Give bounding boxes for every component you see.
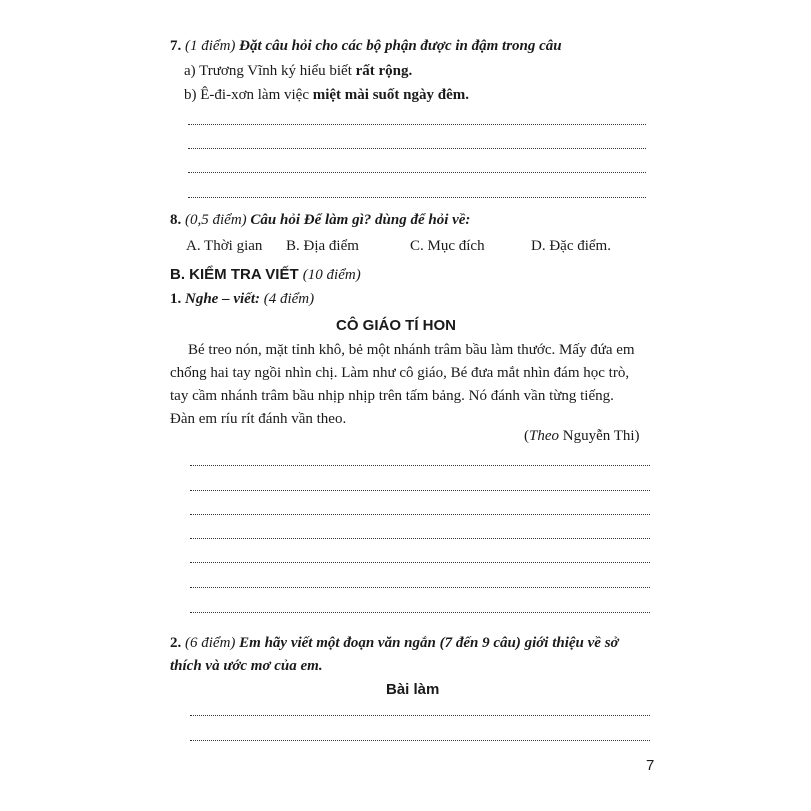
source-author: Nguyễn Thi) [559, 428, 640, 444]
answer-line[interactable] [190, 740, 650, 741]
answer-label: Bài làm [386, 681, 440, 698]
q8-number: 8. [170, 212, 182, 228]
answer-line[interactable] [188, 148, 646, 149]
answer-line[interactable] [190, 587, 650, 588]
part1-label: Nghe – viết: [185, 291, 260, 307]
part1-number: 1. [170, 291, 182, 307]
part2-heading-line2 [170, 658, 323, 675]
q7-item-b [184, 87, 469, 104]
q8-prompt: Câu hỏi Để làm gì? dùng để hỏi về: [250, 212, 471, 228]
part2-heading-line1 [170, 635, 619, 652]
q7-item-a [184, 63, 412, 80]
q7-item-b-bold: miệt mài suốt ngày đêm. [312, 87, 469, 103]
answer-line[interactable] [190, 538, 650, 539]
q8-option-b[interactable]: B. Địa điểm [286, 238, 359, 254]
part2-prompt-line1: Em hãy viết một đoạn văn ngắn (7 đến 9 câu) giới thiệu về sở [239, 635, 619, 651]
section-b-title: B. KIỂM TRA VIẾT [170, 266, 299, 283]
answer-line[interactable] [188, 197, 646, 198]
q7-heading [170, 38, 562, 55]
answer-line[interactable] [188, 172, 646, 173]
q7-item-a-text: a) Trương Vĩnh ký hiểu biết [184, 63, 356, 79]
answer-line[interactable] [188, 124, 646, 125]
part1-points: (4 điểm) [263, 291, 315, 307]
source-theo: Theo [529, 428, 559, 444]
q7-item-b-text: b) Ê-đi-xơn làm việc [184, 87, 313, 103]
part2-points: (6 điểm) [185, 635, 236, 651]
answer-line[interactable] [190, 612, 650, 613]
q8-heading [170, 212, 470, 229]
q8-points: (0,5 điểm) [185, 212, 247, 228]
section-b-points: (10 điểm) [302, 267, 361, 283]
q7-prompt: Đặt câu hỏi cho các bộ phận được in đậm trong câu [239, 38, 562, 54]
part2-prompt-line2: thích và ước mơ của em. [170, 658, 323, 674]
answer-line[interactable] [190, 465, 650, 466]
passage-source [524, 428, 640, 445]
part2-number: 2. [170, 635, 182, 651]
answer-line[interactable] [190, 562, 650, 563]
answer-line[interactable] [190, 514, 650, 515]
answer-line[interactable] [190, 490, 650, 491]
answer-line[interactable] [190, 715, 650, 716]
q7-points: (1 điểm) [185, 38, 236, 54]
section-b-heading [170, 266, 361, 284]
passage-paragraph: Bé treo nón, mặt tỉnh khô, bẻ một nhánh trâm bầu làm thước. Mấy đứa em chống hai tay ngồi nhìn chị. Làm như cô giáo, Bé đưa mắt nhìn đám học trò, tay cầm nhánh trâm bầu nhịp nhịp trên tấm bảng. Nó đánh vần từng tiếng. Đàn em ríu rít đánh vần theo. [170, 342, 635, 427]
passage-title: CÔ GIÁO TÍ HON [336, 317, 456, 334]
page-number: 7 [646, 757, 655, 774]
part1-heading [170, 291, 314, 308]
q8-option-d[interactable]: D. Đặc điểm. [531, 238, 611, 254]
q8-option-a[interactable]: A. Thời gian [186, 238, 263, 254]
q7-number: 7. [170, 38, 182, 54]
source-paren: ( [524, 428, 529, 444]
q7-item-a-bold: rất rộng. [355, 63, 413, 79]
q8-option-c[interactable]: C. Mục đích [410, 238, 485, 254]
